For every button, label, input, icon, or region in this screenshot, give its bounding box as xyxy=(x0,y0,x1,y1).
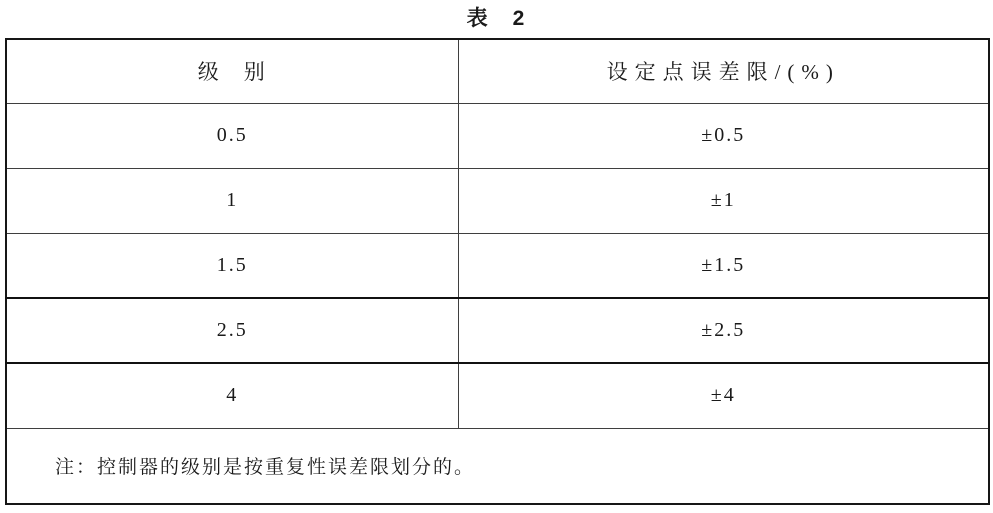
error-limit-cell: ±1.5 xyxy=(458,233,989,298)
table-note-row xyxy=(6,428,989,504)
grade-cell: 1 xyxy=(6,168,458,233)
table-note: 注：控制器的级别是按重复性误差限划分的。 xyxy=(6,428,989,504)
column-header-grade: 级 别 xyxy=(6,39,458,103)
table-row xyxy=(6,363,989,428)
table-row xyxy=(6,168,989,233)
page-title: 表 2 xyxy=(466,7,527,30)
grade-cell: 0.5 xyxy=(6,103,458,168)
table-row xyxy=(6,103,989,168)
error-limit-cell: ±2.5 xyxy=(458,298,989,363)
error-limit-cell: ±1 xyxy=(458,168,989,233)
table-row xyxy=(6,233,989,298)
grade-cell: 1.5 xyxy=(6,233,458,298)
table-header-row xyxy=(6,39,989,103)
error-limit-cell: ±4 xyxy=(458,363,989,428)
grade-cell: 2.5 xyxy=(6,298,458,363)
column-header-error-limit: 设定点误差限/(%) xyxy=(458,39,989,103)
error-limit-cell: ±0.5 xyxy=(458,103,989,168)
grade-cell: 4 xyxy=(6,363,458,428)
table-row xyxy=(6,298,989,363)
spec-table xyxy=(5,38,990,505)
